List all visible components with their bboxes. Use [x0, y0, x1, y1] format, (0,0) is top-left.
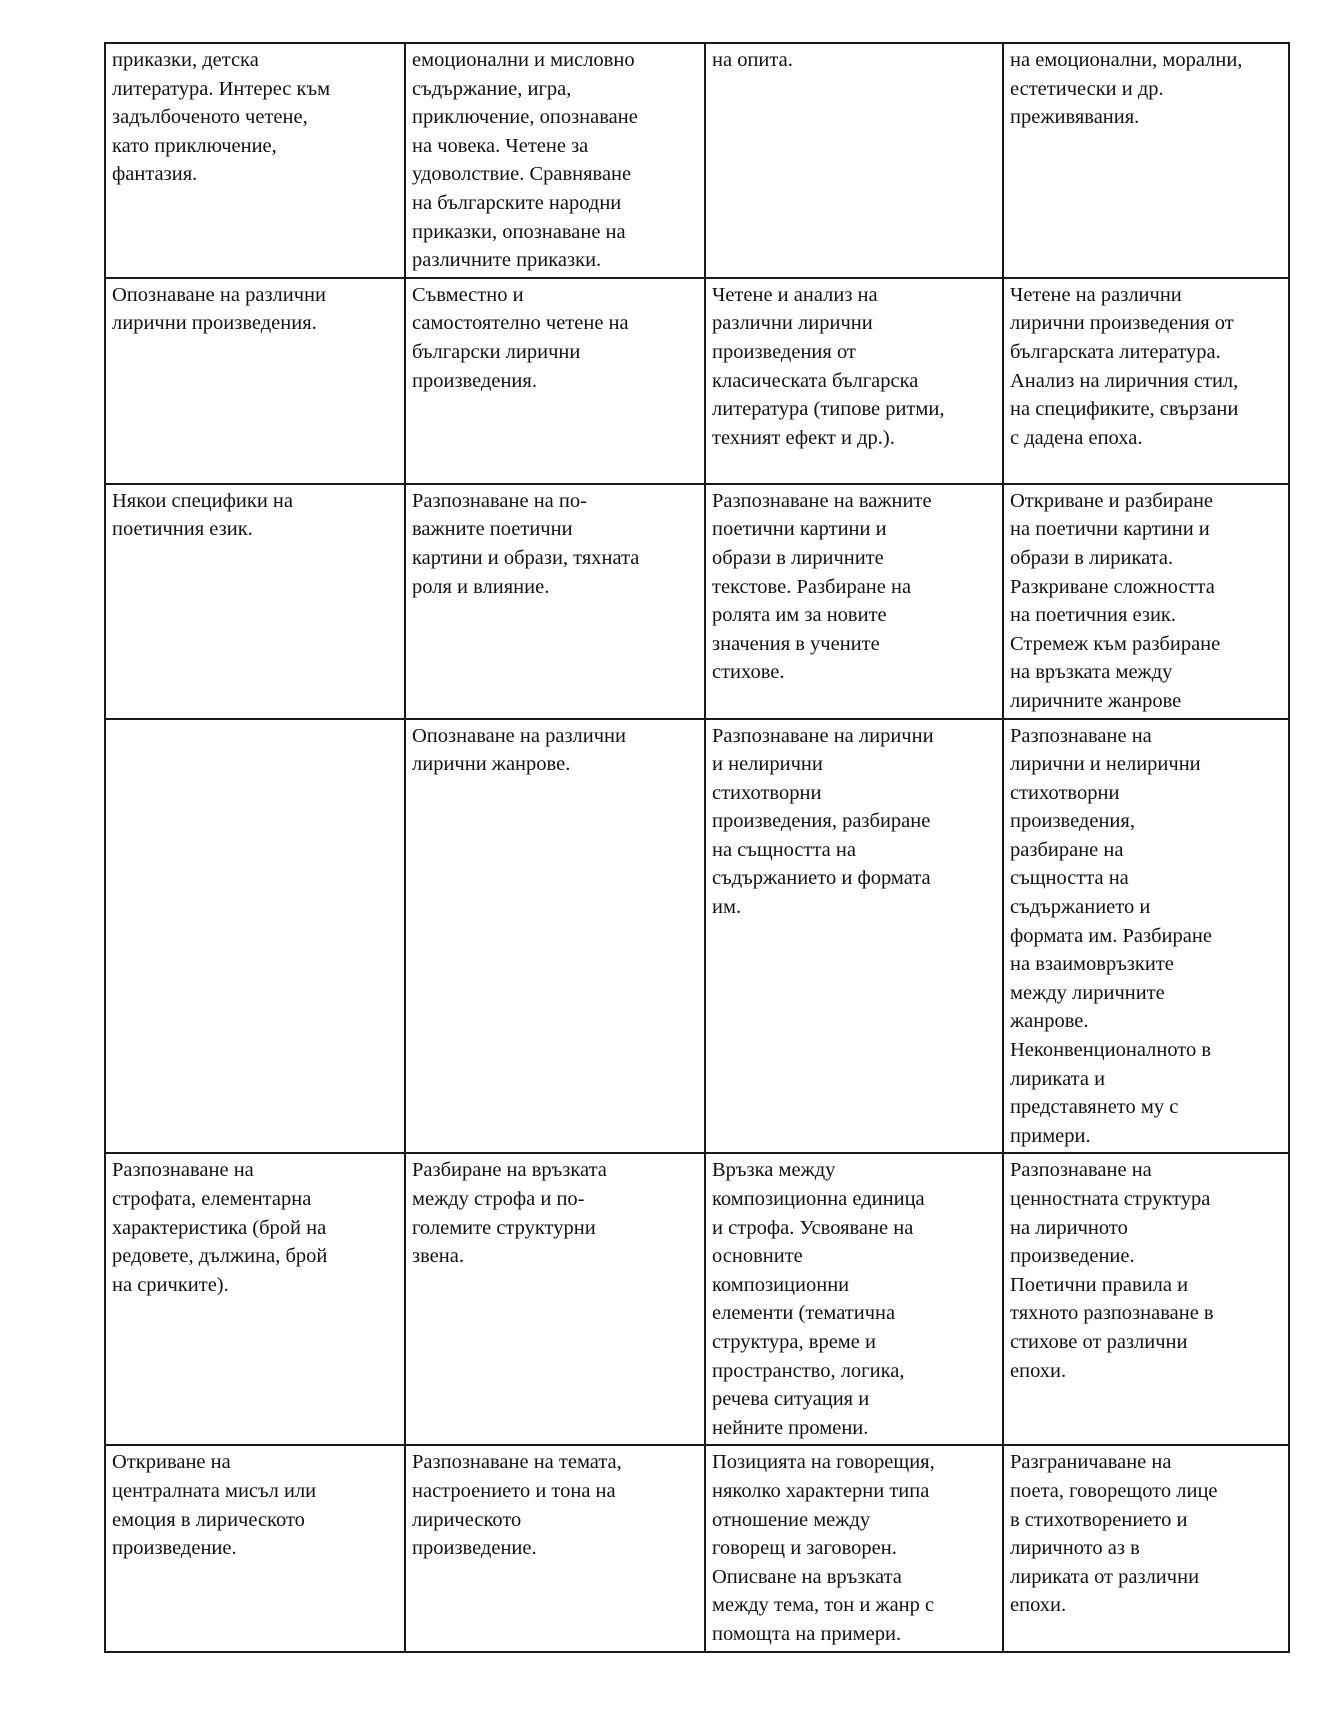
table-cell: [1003, 1153, 1289, 1445]
cell-text: Разбиране на връзката между строфа и по- големите структурни звена.: [412, 1159, 607, 1268]
cell-text: Разпознаване на по- важните поетични картини и образи, тяхната роля и влияние.: [412, 489, 640, 598]
table-row: [105, 719, 1289, 1154]
table-cell: [405, 1153, 705, 1445]
cell-text: Опознаване на различни лирични произведения.: [112, 283, 326, 335]
table-cell: [405, 278, 705, 484]
cell-text: на опита.: [712, 49, 793, 71]
table-row: [105, 278, 1289, 484]
table-cell: [705, 719, 1003, 1154]
cell-text: Съвместно и самостоятелно четене на български лирични произведения.: [412, 283, 629, 392]
table-row: [105, 484, 1289, 719]
table-cell: [105, 484, 405, 719]
table-cell: [105, 1445, 405, 1651]
table-cell: [705, 1445, 1003, 1651]
cell-text: Разпознаване на темата, настроението и тона на лирическото произведение.: [412, 1451, 622, 1560]
table-row: [105, 43, 1289, 278]
cell-text: Разпознаване на лирични и нелирични стихотворни произведения, разбиране на същността на съдържанието и формата им.: [712, 724, 934, 919]
cell-text: Разпознаване на важните поетични картини и образи в лиричните текстове. Разбиране на ролята им за новите значения в учените стихове.: [712, 489, 932, 684]
table-cell: [1003, 278, 1289, 484]
table-cell: [1003, 719, 1289, 1154]
cell-text: Разграничаване на поета, говорещото лице в стихотворението и лиричното аз в лириката от различни епохи.: [1010, 1451, 1218, 1617]
cell-text: Позицията на говорещия, няколко характерни типа отношение между говорещ и заговорен. Описване на връзката между тема, тон и жанр с помощта на примери.: [712, 1451, 935, 1645]
table-cell: [105, 278, 405, 484]
cell-text: Четене и анализ на различни лирични произведения от класическата българска литература (типове ритми, техният ефект и др.).: [712, 283, 945, 449]
cell-text: на емоционални, морални, естетически и др. преживявания.: [1010, 49, 1243, 129]
table-cell: [105, 719, 405, 1154]
table-cell: [105, 1153, 405, 1445]
cell-text: Разпознаване на ценностната структура на лиричното произведение. Поетични правила и тяхното разпознаване в стихове от различни епохи.: [1010, 1159, 1214, 1382]
cell-text: Разпознаване на строфата, елементарна характеристика (брой на редовете, дължина, брой на сричките).: [112, 1159, 328, 1296]
cell-text: Откриване и разбиране на поетични картини и образи в лириката. Разкриване сложността на поетичния език. Стремеж към разбиране на връзката между лиричните жанрове: [1010, 489, 1221, 712]
table-cell: [1003, 43, 1289, 278]
cell-text: Някои специфики на поетичния език.: [112, 489, 293, 541]
table-cell: [705, 1153, 1003, 1445]
table-cell: [1003, 1445, 1289, 1651]
cell-text: Опознаване на различни лирични жанрове.: [412, 724, 626, 776]
table-cell: [105, 43, 405, 278]
cell-text: Разпознаване на лирични и нелирични стихотворни произведения, разбиране на същността на съдържанието и формата им. Разбиране на взаимовръзките между лиричните жанрове. Неконвенционалното в лириката и представянето му с примери.: [1010, 724, 1212, 1147]
table-cell: [405, 719, 705, 1154]
cell-text: Четене на различни лирични произведения от българската литература. Анализ на лиричния стил, на спецификите, свързани с дадена епоха.: [1010, 283, 1239, 449]
table-row: [105, 1153, 1289, 1445]
table-cell: [405, 484, 705, 719]
cell-text: Връзка между композиционна единица и строфа. Усвояване на основните композиционни елементи (тематична структура, време и пространство, логика, речева ситуация и нейните промени.: [712, 1159, 925, 1439]
curriculum-table: [104, 42, 1290, 1653]
cell-text: приказки, детска литература. Интерес към задълбоченото четене, като приключение, фантазия.: [112, 49, 331, 186]
table-cell: [405, 1445, 705, 1651]
cell-text: емоционални и мисловно съдържание, игра, приключение, опознаване на човека. Четене за удоволствие. Сравняване на българските народни приказки, опознаване на различните приказки.: [412, 49, 638, 272]
table-row: [105, 1445, 1289, 1651]
table-cell: [405, 43, 705, 278]
table-cell: [705, 484, 1003, 719]
table-cell: [705, 278, 1003, 484]
table-cell: [1003, 484, 1289, 719]
table-cell: [705, 43, 1003, 278]
cell-text: Откриване на централната мисъл или емоция в лирическото произведение.: [112, 1451, 317, 1560]
